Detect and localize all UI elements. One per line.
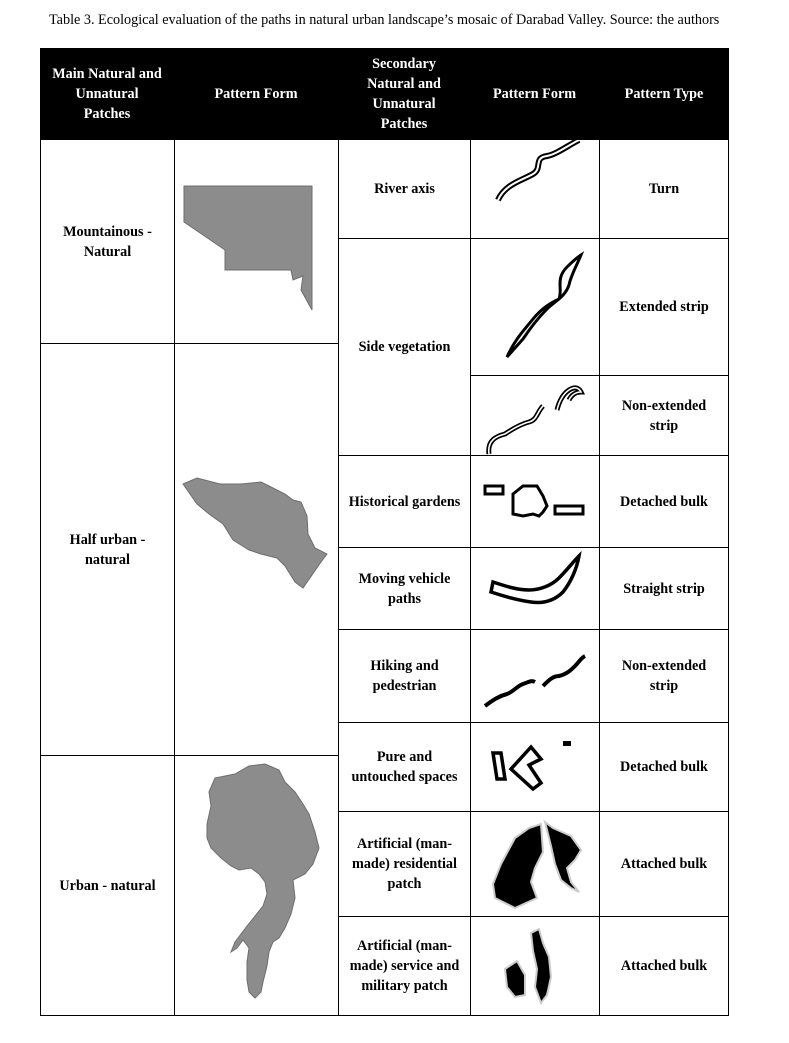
detached-bulk-pattern — [471, 456, 599, 548]
pattern-type-label: Straight strip — [623, 580, 705, 597]
urban-patch-shape — [175, 756, 338, 1016]
header-secondary-patches-label: Secondary Natural and Unnatural Patches — [367, 56, 441, 132]
secondary-patch-cell — [338, 917, 470, 1016]
main-patch-label: Half urban - natural — [69, 531, 146, 568]
header-pattern-form-2-label: Pattern Form — [492, 86, 577, 102]
extended-strip-pattern — [471, 239, 599, 376]
main-patch-cell — [40, 344, 174, 756]
secondary-pattern-form-cell — [470, 140, 599, 239]
pattern-type-label: Non-extended strip — [621, 658, 707, 694]
main-patch-cell — [40, 140, 174, 344]
secondary-pattern-form-cell — [470, 376, 599, 456]
header-pattern-form-1-label: Pattern Form — [214, 86, 298, 102]
secondary-patch-cell — [338, 239, 470, 456]
header-main-patches-label: Main Natural and Unnatural Patches — [52, 66, 162, 122]
pattern-type-cell — [599, 239, 729, 376]
straight-strip-pattern — [471, 548, 599, 630]
secondary-pattern-form-cell — [470, 630, 599, 723]
secondary-patch-label: Moving vehicle paths — [358, 570, 451, 607]
main-pattern-form-cell — [174, 344, 338, 756]
mountain-patch-shape — [175, 140, 338, 344]
secondary-patch-cell — [338, 548, 470, 630]
pattern-type-cell — [599, 723, 729, 812]
pattern-type-label: Attached bulk — [620, 958, 708, 974]
secondary-patch-cell — [338, 140, 470, 239]
table-caption: Table 3. Ecological evaluation of the paths in natural urban landscape’s mosaic of Darabad Valley. Source: the authors — [49, 12, 720, 28]
pattern-type-label: Non-extended strip — [621, 397, 707, 434]
main-patch-cell — [40, 756, 174, 1016]
secondary-patch-label: Historical gardens — [348, 493, 461, 510]
secondary-patch-label: Artificial (man-made) service and military patch — [349, 938, 460, 994]
main-patch-label: Mountainous - Natural — [63, 223, 152, 260]
secondary-patch-label: River axis — [374, 181, 435, 197]
pattern-type-label: Extended strip — [619, 299, 709, 315]
pattern-type-cell — [599, 140, 729, 239]
attached-bulk-pattern-2 — [471, 917, 599, 1016]
main-pattern-form-cell — [174, 756, 338, 1016]
ecological-evaluation-table — [40, 48, 729, 1016]
detached-bulk-pattern-2 — [471, 723, 599, 812]
secondary-patch-label: Artificial (man-made) residential patch — [352, 836, 457, 892]
header-pattern-form-1 — [174, 48, 338, 140]
secondary-pattern-form-cell — [470, 239, 599, 376]
secondary-patch-cell — [338, 456, 470, 548]
pattern-type-cell — [599, 917, 729, 1016]
pattern-type-label: Detached bulk — [620, 493, 708, 510]
pattern-type-cell — [599, 812, 729, 917]
secondary-patch-cell — [338, 812, 470, 917]
secondary-patch-label: Pure and untouched spaces — [351, 749, 458, 785]
header-pattern-type — [599, 48, 729, 140]
non-extended-strip-pattern — [471, 376, 599, 456]
pattern-type-label: Turn — [648, 181, 680, 197]
half-urban-patch-shape — [175, 344, 338, 756]
secondary-patch-label: Side vegetation — [358, 339, 451, 355]
secondary-patch-cell — [338, 723, 470, 812]
pattern-type-cell — [599, 456, 729, 548]
pattern-type-label: Attached bulk — [620, 856, 708, 872]
river-axis-pattern — [471, 140, 599, 239]
pattern-type-label: Detached bulk — [620, 759, 708, 775]
secondary-pattern-form-cell — [470, 548, 599, 630]
secondary-pattern-form-cell — [470, 456, 599, 548]
secondary-patch-label: Hiking and pedestrian — [370, 658, 439, 694]
pattern-type-cell — [599, 376, 729, 456]
header-secondary-patches — [338, 48, 470, 140]
secondary-pattern-form-cell — [470, 812, 599, 917]
header-pattern-form-2 — [470, 48, 599, 140]
main-pattern-form-cell — [174, 140, 338, 344]
secondary-pattern-form-cell — [470, 917, 599, 1016]
header-pattern-type-label: Pattern Type — [624, 86, 704, 102]
hiking-strip-pattern — [471, 630, 599, 723]
pattern-type-cell — [599, 630, 729, 723]
secondary-patch-cell — [338, 630, 470, 723]
main-patch-label: Urban - natural — [59, 877, 156, 894]
header-main-patches — [40, 48, 174, 140]
attached-bulk-pattern — [471, 812, 599, 917]
secondary-pattern-form-cell — [470, 723, 599, 812]
pattern-type-cell — [599, 548, 729, 630]
